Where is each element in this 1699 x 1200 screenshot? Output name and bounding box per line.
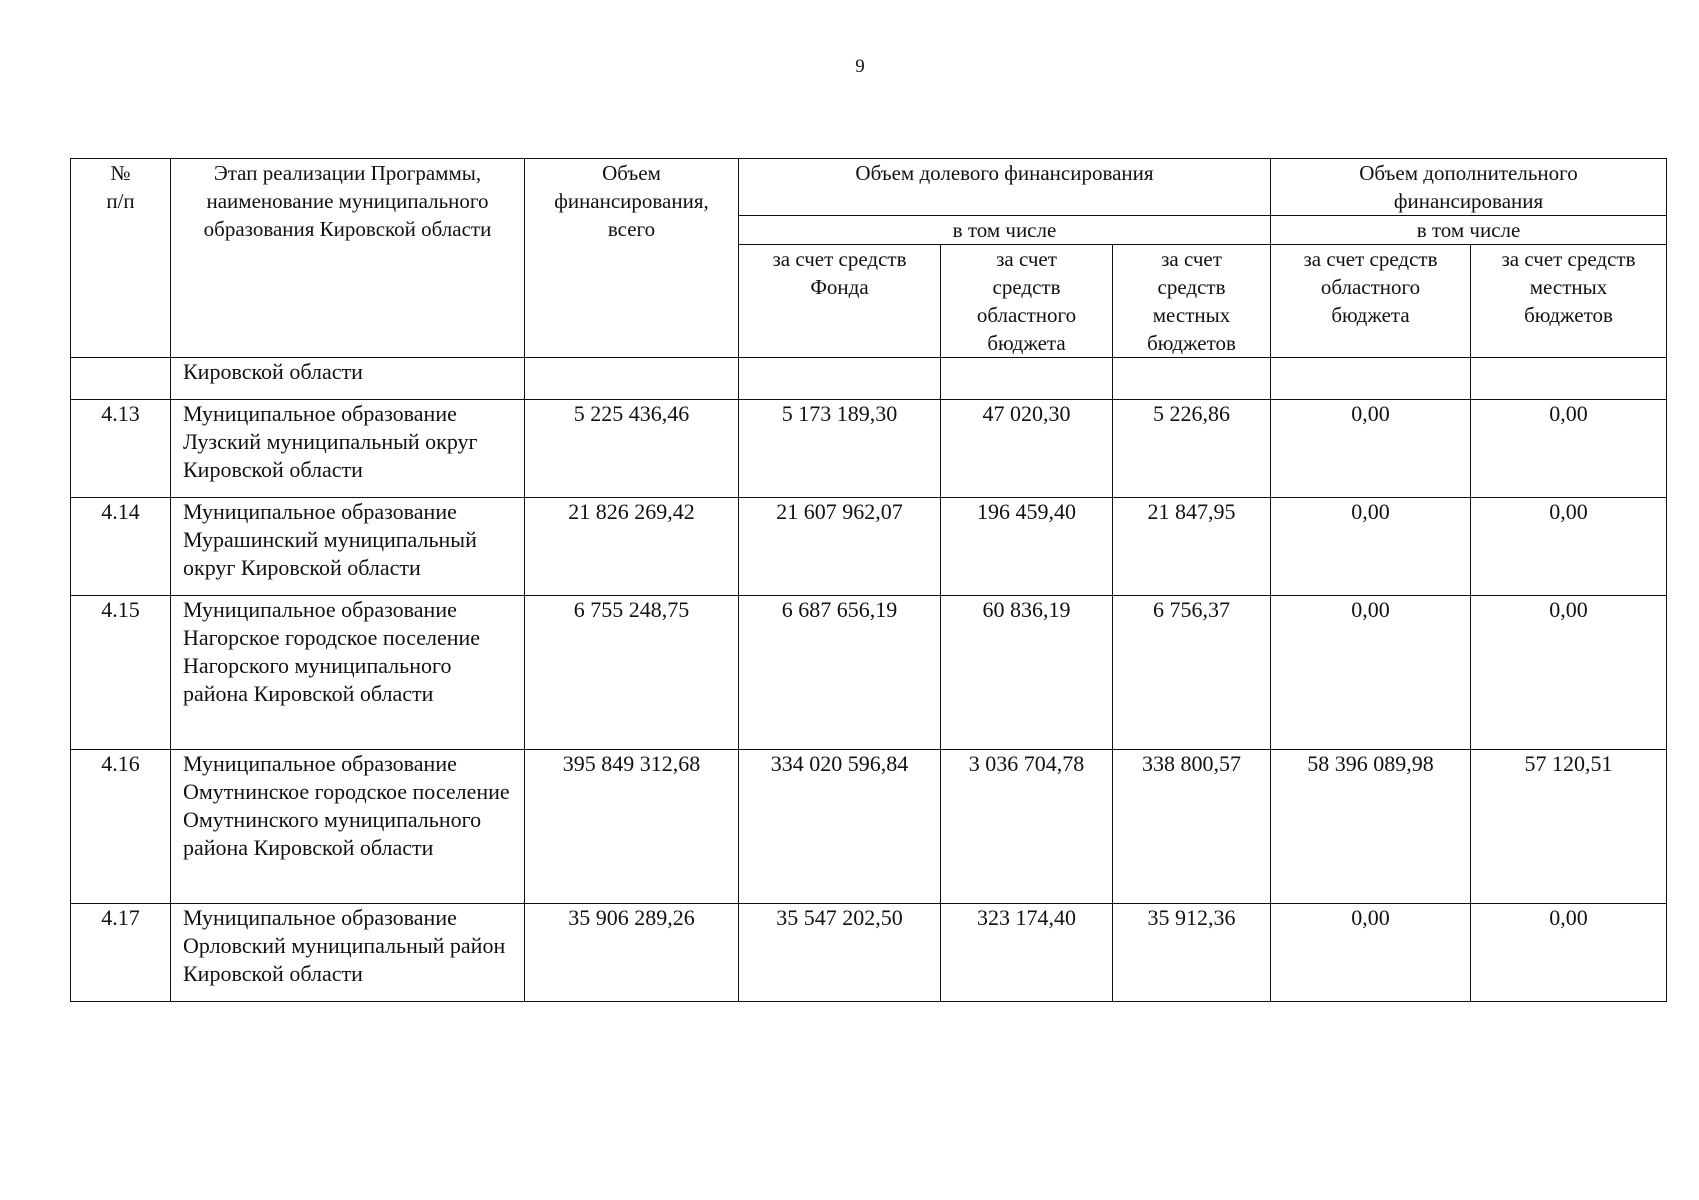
- row-name: Кировской области: [171, 358, 525, 400]
- header-fund: за счет средств Фонда: [739, 245, 941, 358]
- header-add-local: за счет средств местных бюджетов: [1471, 245, 1667, 358]
- row-name: Муниципальное образование Лузский муниципальный округ Кировской области: [171, 400, 525, 498]
- row-add-local: 57 120,51: [1471, 750, 1667, 904]
- row-regional: 60 836,19: [941, 596, 1113, 750]
- row-num: 4.14: [71, 498, 171, 596]
- header-add-regional: за счет средств областного бюджета: [1271, 245, 1471, 358]
- row-total: 395 849 312,68: [525, 750, 739, 904]
- row-add-regional: 58 396 089,98: [1271, 750, 1471, 904]
- row-total: 5 225 436,46: [525, 400, 739, 498]
- table-row: [71, 750, 1667, 904]
- header-shared: Объем долевого финансирования: [739, 159, 1271, 216]
- row-total: 35 906 289,26: [525, 904, 739, 1002]
- row-regional: 196 459,40: [941, 498, 1113, 596]
- row-num: 4.17: [71, 904, 171, 1002]
- table-row: [71, 400, 1667, 498]
- row-regional: 323 174,40: [941, 904, 1113, 1002]
- row-total: 6 755 248,75: [525, 596, 739, 750]
- header-row-top: [71, 159, 1667, 216]
- header-regional: за счет средств областного бюджета: [941, 245, 1113, 358]
- table-row: [71, 596, 1667, 750]
- header-local: за счет средств местных бюджетов: [1113, 245, 1271, 358]
- row-add-regional: 0,00: [1271, 904, 1471, 1002]
- row-fund: 6 687 656,19: [739, 596, 941, 750]
- table-row: [71, 904, 1667, 1002]
- row-name: Муниципальное образование Нагорское городское поселение Нагорского муниципального района Кировской области: [171, 596, 525, 750]
- row-name: Муниципальное образование Орловский муниципальный район Кировской области: [171, 904, 525, 1002]
- row-add-local: 0,00: [1471, 596, 1667, 750]
- row-add-regional: 0,00: [1271, 596, 1471, 750]
- row-add-local: 0,00: [1471, 498, 1667, 596]
- page-number: 9: [855, 56, 865, 77]
- row-name: Муниципальное образование Омутнинское городское поселение Омутнинского муниципального района Кировской области: [171, 750, 525, 904]
- row-num: 4.16: [71, 750, 171, 904]
- row-total: 21 826 269,42: [525, 498, 739, 596]
- row-local: 6 756,37: [1113, 596, 1271, 750]
- row-name: Муниципальное образование Мурашинский муниципальный округ Кировской области: [171, 498, 525, 596]
- row-add-local: 0,00: [1471, 904, 1667, 1002]
- row-add-regional: 0,00: [1271, 400, 1471, 498]
- row-add-local: 0,00: [1471, 400, 1667, 498]
- row-fund: 5 173 189,30: [739, 400, 941, 498]
- row-local: 5 226,86: [1113, 400, 1271, 498]
- row-fund: 35 547 202,50: [739, 904, 941, 1002]
- row-num: 4.15: [71, 596, 171, 750]
- header-num: № п/п: [71, 159, 171, 358]
- row-local: 35 912,36: [1113, 904, 1271, 1002]
- row-fund: 21 607 962,07: [739, 498, 941, 596]
- table-row: [71, 498, 1667, 596]
- header-total: Объем финансирования, всего: [525, 159, 739, 358]
- row-local: 21 847,95: [1113, 498, 1271, 596]
- financing-table: [70, 158, 1667, 1002]
- row-regional: 47 020,30: [941, 400, 1113, 498]
- header-including-additional: в том числе: [1271, 216, 1667, 245]
- row-num: 4.13: [71, 400, 171, 498]
- header-additional: Объем дополнительного финансирования: [1271, 159, 1667, 216]
- row-add-regional: 0,00: [1271, 498, 1471, 596]
- header-stage: Этап реализации Программы, наименование муниципального образования Кировской области: [171, 159, 525, 358]
- row-local: 338 800,57: [1113, 750, 1271, 904]
- row-fund: 334 020 596,84: [739, 750, 941, 904]
- table-row-continuation: [71, 358, 1667, 400]
- header-including-shared: в том числе: [739, 216, 1271, 245]
- row-regional: 3 036 704,78: [941, 750, 1113, 904]
